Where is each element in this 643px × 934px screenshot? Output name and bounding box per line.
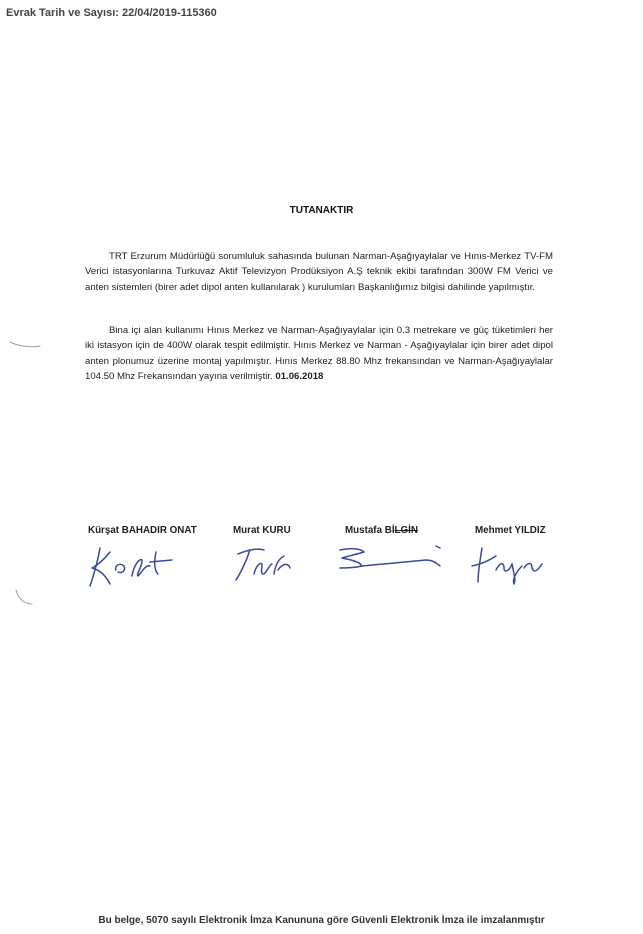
signatory-name-4: Mehmet YILDIZ — [475, 525, 546, 536]
signatory-name-3-part2: LGİN — [394, 525, 418, 536]
margin-mark-1 — [8, 338, 42, 357]
signatory-name-1: Kürşat BAHADIR ONAT — [88, 525, 197, 536]
footer-signature-note: Bu belge, 5070 sayılı Elektronik İmza Kanununa göre Güvenli Elektronik İmza ile imzalanmıştır — [98, 915, 545, 926]
signatory-name-3 — [345, 525, 418, 536]
document-reference: Evrak Tarih ve Sayısı: 22/04/2019-115360 — [6, 7, 217, 19]
signature-2 — [230, 540, 300, 591]
margin-mark-2 — [12, 588, 36, 613]
paragraph-1-text: TRT Erzurum Müdürlüğü sorumluluk sahasında bulunan Narman-Aşağıyaylalar ve Hınıs-Merkez TV-FM Verici istasyonlarına Turkuvaz Aktif Televizyon Prodüksiyon A.Ş teknik ekibi tarafından 300W FM Verici ve anten sistemleri (birer adet dipol anten kullanılarak ) kurulumları Başkanlığımız bilgisi dahilinde yapılmıştır. — [85, 251, 553, 293]
paragraph-1 — [85, 249, 553, 295]
paragraph-2-text: Bina içi alan kullanımı Hınıs Merkez ve Narman-Aşağıyaylalar için 0.3 metrekare ve güç tüketimleri her iki istasyon için de 400W olarak tespit edilmiştir. Hınıs Merkez ve Narman - Aşağıyaylalar için birer adet dipol anten plonumuz üzerine montaj yapılmıştır. Hınıs Merkez 88.80 Mhz frekansından ve Narman-Aşağıyaylalar 104.50 Mhz Frekansından yayına verilmiştir. — [85, 325, 553, 383]
document-title: TUTANAKTIR — [289, 205, 354, 216]
signature-1 — [80, 540, 190, 595]
paragraph-2 — [85, 323, 553, 385]
document-date: 01.06.2018 — [275, 371, 324, 383]
signature-4 — [468, 540, 558, 591]
signature-3 — [336, 540, 446, 585]
signatory-name-2: Murat KURU — [233, 525, 291, 536]
signatory-name-3-part1: Mustafa Bİ — [345, 525, 395, 536]
